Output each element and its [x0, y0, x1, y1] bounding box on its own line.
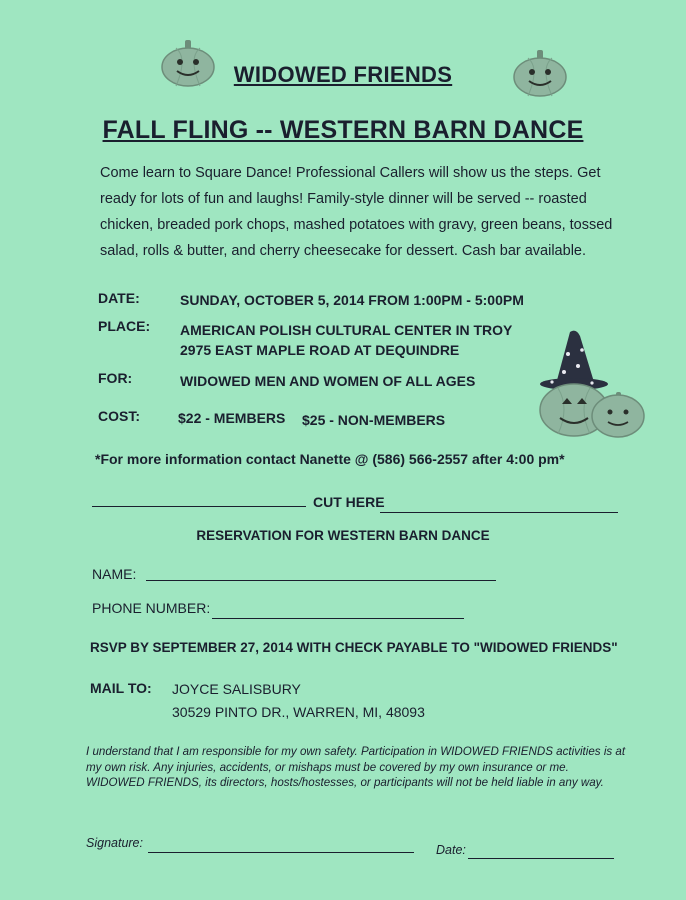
contact-info: *For more information contact Nanette @ (586) 566-2557 after 4:00 pm* [95, 451, 565, 467]
date-value: SUNDAY, OCTOBER 5, 2014 FROM 1:00PM - 5:00PM [180, 292, 524, 308]
cost-members: $22 - MEMBERS [178, 410, 286, 426]
event-title: FALL FLING -- WESTERN BARN DANCE [102, 116, 584, 144]
mail-to-label: MAIL TO: [90, 680, 152, 696]
name-label: NAME: [92, 566, 137, 582]
date-signature-label: Date: [436, 843, 466, 857]
mail-name: JOYCE SALISBURY [172, 681, 301, 697]
signature-field[interactable] [148, 852, 414, 853]
name-field[interactable] [146, 580, 496, 581]
phone-label: PHONE NUMBER: [92, 600, 211, 616]
cost-nonmembers: $25 - NON-MEMBERS [302, 412, 446, 428]
place-line-2: 2975 EAST MAPLE ROAD AT DEQUINDRE [180, 342, 460, 358]
for-label: FOR: [98, 370, 133, 386]
signature-label: Signature: [86, 836, 143, 850]
reservation-title: RESERVATION FOR WESTERN BARN DANCE [196, 528, 490, 543]
phone-field[interactable] [212, 618, 464, 619]
liability-disclaimer: I understand that I am responsible for my own safety. Participation in WIDOWED FRIENDS activities is at my own risk. Any injuries, accidents, or mishaps must be covered by my own insurance or me. WIDOWED FRIENDS, its directors, hosts/hostesses, or participants will not be held liable in any way. [86, 745, 626, 789]
cut-here-label: CUT HERE [313, 494, 385, 510]
date-label: DATE: [98, 290, 140, 306]
cut-line-left [92, 506, 306, 507]
cut-line-right [380, 512, 618, 513]
intro-paragraph: Come learn to Square Dance! Professional Callers will show us the steps. Get ready for lots of fun and laughs! Family-style dinner will be served -- roasted chicken, breaded pork chops, mashed potatoes with gravy, green beans, tossed salad, rolls & butter, and cherry cheesecake for dessert. Cash bar available. [100, 165, 613, 259]
organization-title: WIDOWED FRIENDS [233, 62, 453, 87]
rsvp-instructions: RSVP BY SEPTEMBER 27, 2014 WITH CHECK PAYABLE TO "WIDOWED FRIENDS" [90, 640, 618, 655]
place-line-1: AMERICAN POLISH CULTURAL CENTER IN TROY [180, 322, 513, 338]
date-signature-field[interactable] [468, 858, 614, 859]
for-value: WIDOWED MEN AND WOMEN OF ALL AGES [180, 373, 476, 389]
cost-label: COST: [98, 408, 140, 424]
place-label: PLACE: [98, 318, 151, 334]
witch-pumpkin-icon [530, 328, 648, 440]
mail-address: 30529 PINTO DR., WARREN, MI, 48093 [172, 704, 425, 720]
